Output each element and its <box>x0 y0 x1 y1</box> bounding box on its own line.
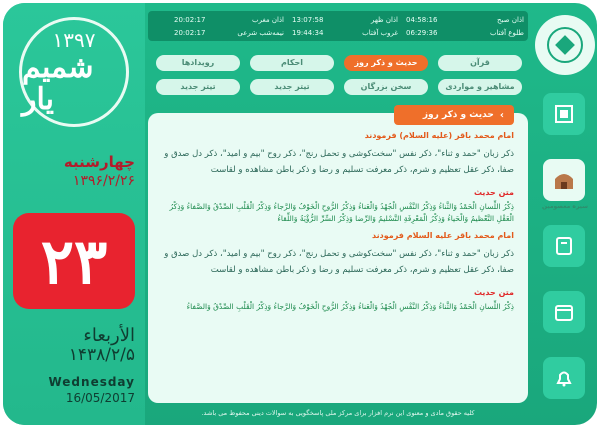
hadith-translation: ذکر زبان "حمد و ثناء"، ذکر نفس "سخت‌کوشی و تحمل رنج"، ذکر روح "بیم و امید"، ذکر دل صدق و صفا، ذکر عقل تعظیم و شرم، ذکر معرفت تسلیم و رضا و ذکر باطن مشاهده و لقاست <box>164 249 514 275</box>
tab-notables[interactable]: مشاهیر و مواردی <box>438 79 522 95</box>
calendar-icon[interactable] <box>543 291 585 333</box>
category-tabs <box>148 55 528 99</box>
year-seal <box>19 17 129 127</box>
copyright-footer: کلیه حقوق مادی و معنوی این نرم افزار برای مرکز ملی پاسخگویی به سوالات دینی محفوظ می باشد. <box>201 409 475 417</box>
bell-icon[interactable] <box>543 357 585 399</box>
prayer-label: نیمه‌شب شرعی <box>237 29 284 37</box>
prayer-times-bar <box>148 11 528 41</box>
shrine-icon[interactable] <box>543 159 585 201</box>
prayer-times-row <box>148 14 528 27</box>
side-nav <box>533 3 597 425</box>
chevron-left-icon: ‹ <box>499 109 504 121</box>
weekday-arabic: الأربعاء <box>83 325 135 346</box>
hadith-block <box>162 131 514 313</box>
hadith-heading: امام محمد باقر (علیه السلام) فرمودند <box>364 131 514 140</box>
hadith-text-label: متن حدیث <box>473 188 514 197</box>
tab-events[interactable]: رویدادها <box>156 55 240 71</box>
day-number: ۲۳ <box>13 213 135 309</box>
logo-icon <box>535 15 595 75</box>
prayer-value: 20:02:17 <box>174 16 206 24</box>
prayer-label: غروب آفتاب <box>362 29 398 37</box>
prayer-value: 19:44:34 <box>292 29 324 37</box>
hadith-heading: امام محمد باقر علیه السلام فرمودند <box>372 231 514 240</box>
date-arabic: ۱۴۳۸/۲/۵ <box>68 345 135 365</box>
content-panel <box>148 109 528 403</box>
main-area <box>148 3 528 425</box>
hadith-arabic: ذِكْرُ اللِّسانِ الْحَمْدُ وَالثَّناءُ وَذِكْرُ النَّفْسِ الْجُهْدُ وَالْعَناءُ وَذِكْرُ الرُّوحِ الْخَوْفُ وَالرَّجاءُ وَذِكْرُ الْقَلْبِ الصِّدْقُ وَالصَّفاءُ وَذِكْرُ الْعَقْلِ التَّعْظيمُ وَالْحَياءُ وَذِكْرُ الْمَعْرِفَةِ التَّسْليمُ وَالرِّضا وَذِكْرُ السِّرِّ الرُّؤْيَةُ وَاللِّقاءُ <box>169 202 514 223</box>
date-persian: ۱۳۹۶/۲/۲۶ <box>72 173 135 189</box>
prayer-label: اذان صبح <box>497 16 524 24</box>
app-window <box>3 3 597 425</box>
book-icon[interactable] <box>543 225 585 267</box>
tab-hadith[interactable]: حدیث و ذکر روز <box>344 55 428 71</box>
prayer-value: 06:29:36 <box>406 29 438 37</box>
date-english: 16/05/2017 <box>65 391 135 405</box>
content-tab <box>394 105 514 125</box>
date-panel <box>3 3 145 425</box>
weekday-persian: چهارشنبه <box>63 153 135 171</box>
nav-active-label: سیره معصومین <box>541 203 589 210</box>
hadith-text-label: متن حدیث <box>473 288 514 297</box>
tab-quran[interactable]: قرآن <box>438 55 522 71</box>
hadith-arabic: ذِكْرُ اللِّسانِ الْحَمْدُ وَالثَّناءُ وَذِكْرُ النَّفْسِ الْجُهْدُ وَالْعَناءُ وَذِكْرُ الرُّوحِ الْخَوْفُ وَالرَّجاءُ وَذِكْرُ الْقَلْبِ الصِّدْقُ وَالصَّفاءُ <box>186 302 514 311</box>
tab-new-headline[interactable]: تیتر جدید <box>156 79 240 95</box>
calligraphy-icon[interactable] <box>543 93 585 135</box>
prayer-value: 13:07:58 <box>292 16 324 24</box>
prayer-value: 20:02:17 <box>174 29 206 37</box>
prayer-label: اذان مغرب <box>252 16 284 24</box>
tab-new-headline[interactable]: تیتر جدید <box>250 79 334 95</box>
prayer-label: اذان ظهر <box>370 16 398 24</box>
tab-sayings[interactable]: سخن بزرگان <box>344 79 428 95</box>
prayer-times-row <box>148 27 528 40</box>
hadith-translation: ذکر زبان "حمد و ثناء"، ذکر نفس "سخت‌کوشی و تحمل رنج"، ذکر روح "بیم و امید"، ذکر دل صدق و صفا، ذکر عقل تعظیم و شرم، ذکر معرفت تسلیم و رضا و ذکر باطن مشاهده و لقاست <box>164 149 514 175</box>
content-tab-label: حدیث و ذکر روز <box>422 110 494 120</box>
prayer-label: طلوع آفتاب <box>489 29 524 37</box>
seal-year: ۱۳۹۷ <box>52 28 96 52</box>
weekday-english: Wednesday <box>48 375 135 389</box>
tab-ahkam[interactable]: احکام <box>250 55 334 71</box>
prayer-value: 04:58:16 <box>406 16 438 24</box>
seal-word: شمیم یار <box>22 50 94 117</box>
